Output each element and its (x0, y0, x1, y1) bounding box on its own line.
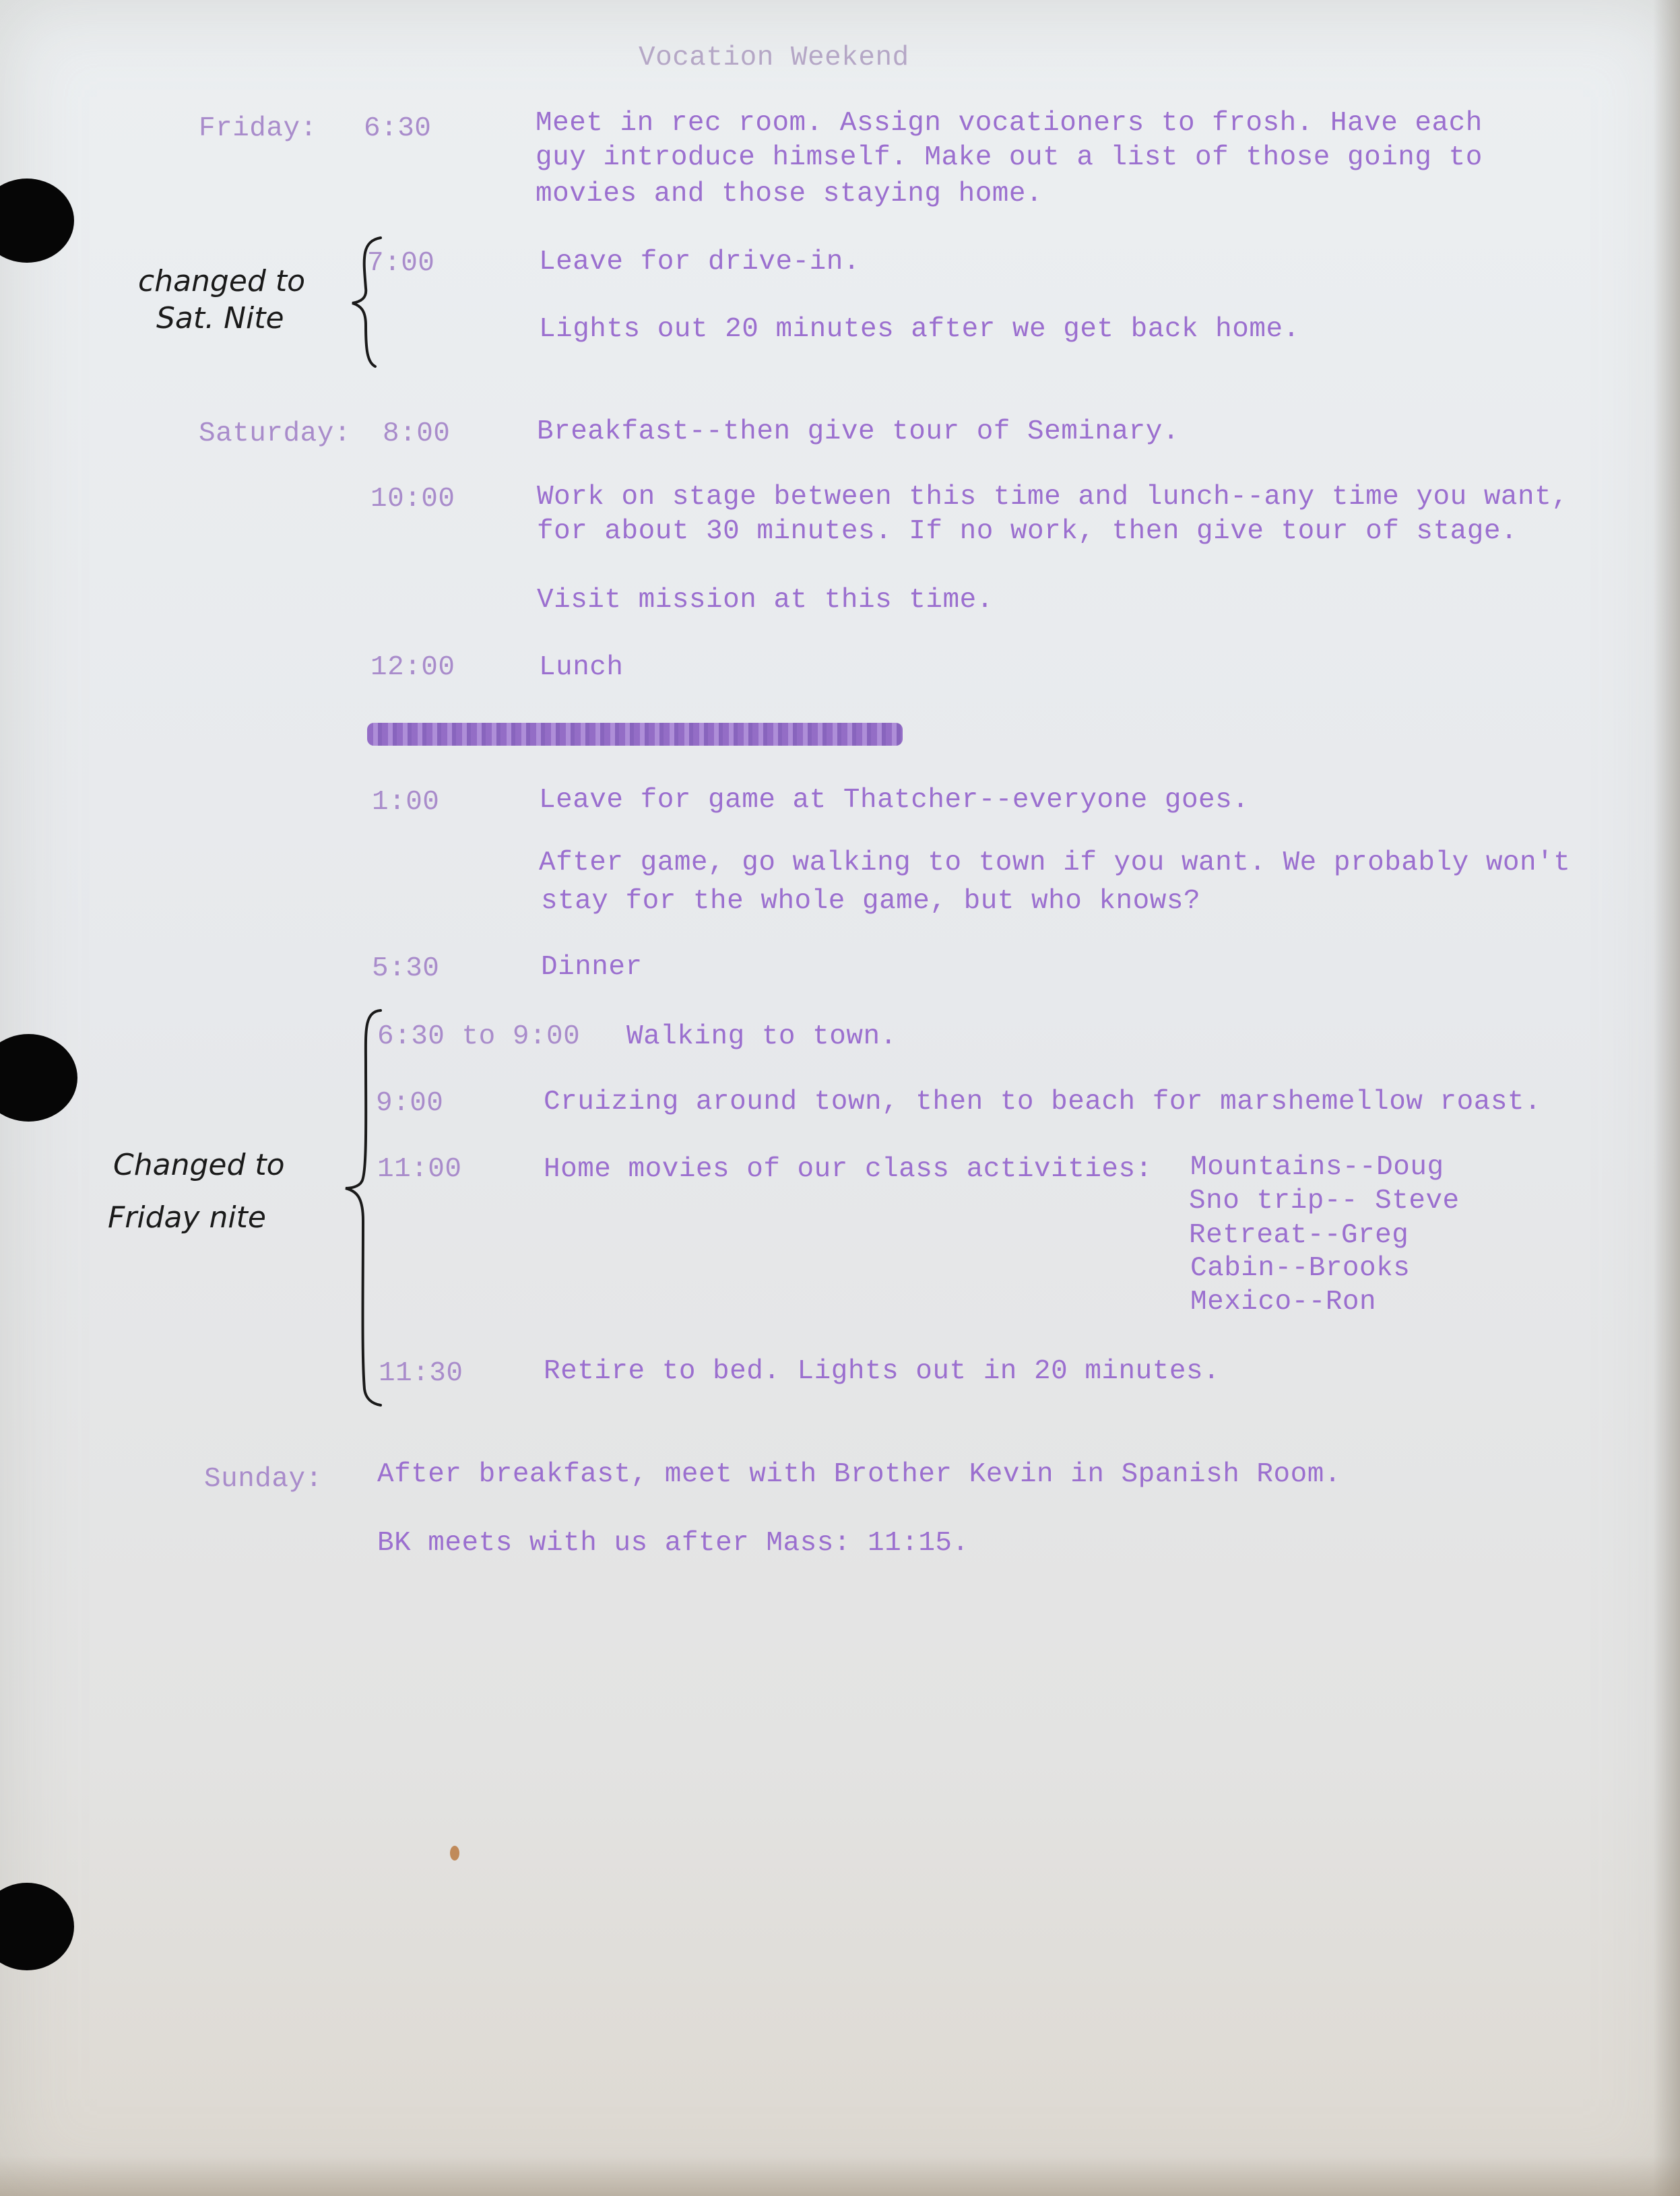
day-label-sunday: Sunday: (204, 1464, 323, 1495)
time-label: 7:00 (367, 248, 435, 279)
entry-line: Lunch (539, 652, 624, 683)
movie-list-item: Mountains--Doug (1190, 1152, 1444, 1183)
handwritten-bracket (340, 1005, 387, 1409)
movie-list-item: Sno trip-- Steve (1189, 1186, 1460, 1217)
day-label-friday: Friday: (199, 113, 317, 144)
movie-list-item: Retreat--Greg (1189, 1220, 1409, 1251)
entry-line: Walking to town. (626, 1021, 897, 1052)
entry-line: Cruizing around town, then to beach for marshemellow roast. (544, 1087, 1542, 1118)
time-label: 8:00 (383, 418, 451, 449)
entry-line: Meet in rec room. Assign vocationers to frosh. Have each (536, 108, 1483, 139)
day-label-saturday: Saturday: (199, 418, 351, 449)
entry-line: Lights out 20 minutes after we get back home. (539, 314, 1300, 345)
entry-line: BK meets with us after Mass: 11:15. (377, 1528, 969, 1559)
entry-line: movies and those staying home. (536, 179, 1043, 209)
movie-list-item: Cabin--Brooks (1190, 1253, 1411, 1284)
entry-line: Home movies of our class activities: (544, 1154, 1153, 1185)
time-label: 10:00 (370, 484, 455, 515)
entry-line: Work on stage between this time and lunch--any time you want, (537, 482, 1569, 513)
time-label: 5:30 (372, 953, 440, 984)
entry-line: Leave for game at Thatcher--everyone goes. (539, 785, 1250, 816)
entry-line: Leave for drive-in. (539, 247, 860, 278)
handwritten-note: Changed to (113, 1148, 285, 1182)
entry-line: Dinner (541, 952, 643, 983)
paper-edge-shadow (1653, 0, 1680, 2196)
time-label: 9:00 (376, 1088, 444, 1119)
entry-line: Visit mission at this time. (537, 585, 994, 616)
time-label: 6:30 (364, 113, 432, 144)
handwritten-note: changed to (138, 264, 306, 298)
entry-line: After game, go walking to town if you want. We probably won't (539, 847, 1571, 878)
time-label: 11:00 (377, 1154, 462, 1185)
entry-line: guy introduce himself. Make out a list of those going to (536, 142, 1483, 173)
movie-list-item: Mexico--Ron (1190, 1287, 1377, 1318)
handwritten-note: Sat. Nite (156, 301, 284, 335)
time-label: 11:30 (379, 1358, 463, 1389)
entry-line: stay for the whole game, but who knows? (541, 886, 1201, 917)
struck-out-line (367, 723, 903, 746)
entry-line: for about 30 minutes. If no work, then give tour of stage. (537, 516, 1518, 547)
handwritten-note: Friday nite (108, 1200, 266, 1235)
time-label: 12:00 (370, 652, 455, 683)
time-label: 1:00 (372, 787, 440, 818)
entry-line: After breakfast, meet with Brother Kevin in Spanish Room. (377, 1459, 1341, 1490)
time-label: 6:30 to 9:00 (377, 1021, 581, 1052)
paper-bottom-stain (0, 2156, 1680, 2196)
entry-line: Breakfast--then give tour of Seminary. (537, 416, 1180, 447)
document-title: Vocation Weekend (639, 42, 909, 73)
entry-line: Retire to bed. Lights out in 20 minutes. (544, 1356, 1221, 1387)
paper-stain (450, 1846, 459, 1861)
